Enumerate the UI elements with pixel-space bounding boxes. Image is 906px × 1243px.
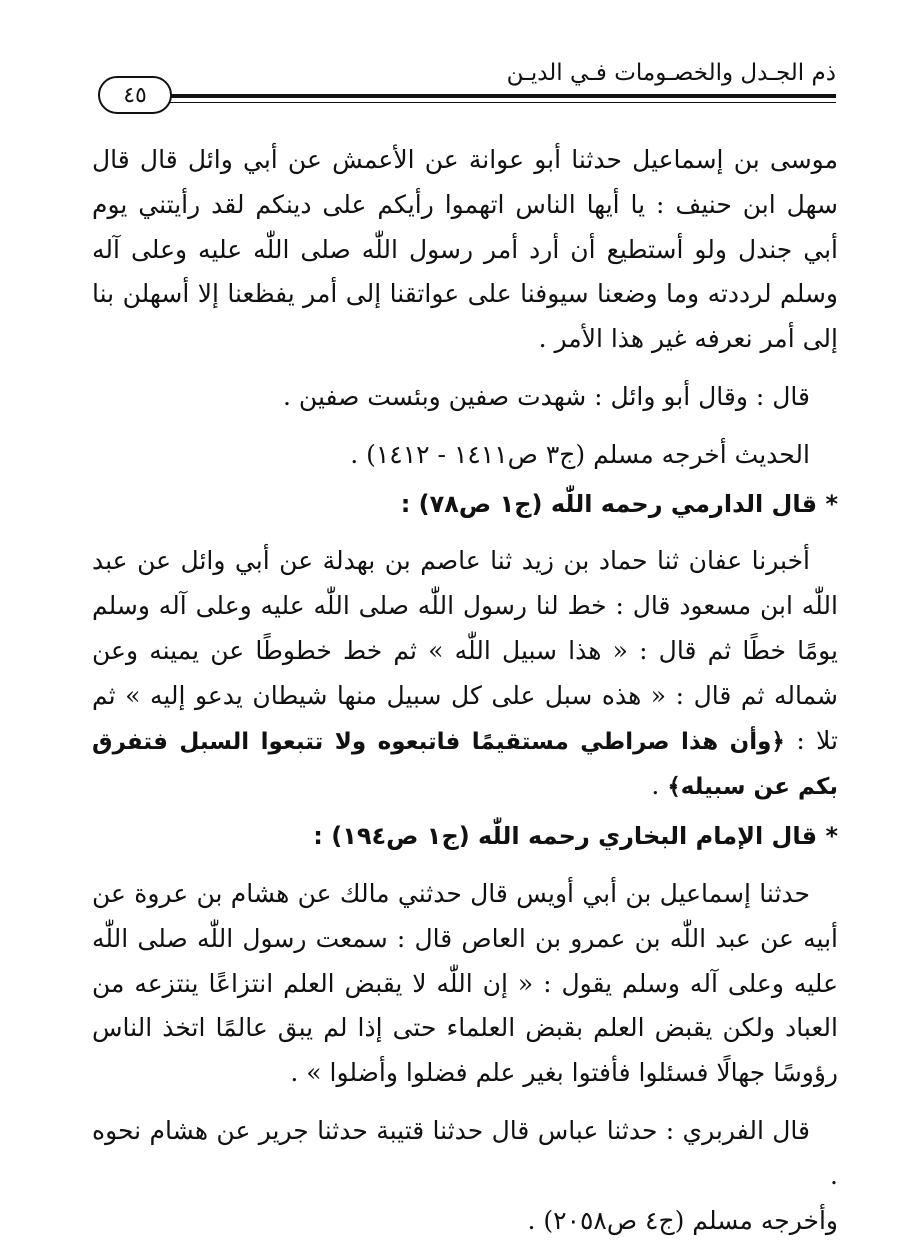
quran-verse: ﴿وأن هذا صراطي مستقيمًا فاتبعوه ولا تتبعوا السبل فتفرق بكم عن سبيله﴾ [92,728,838,801]
darimi-hadith-end: . [651,771,668,801]
paragraph-gap [92,362,838,375]
page-body [92,138,838,1243]
running-title: ذم الجـدل والخصـومات فـي الديـن [506,60,836,86]
paragraph-gap [92,859,838,872]
page-number: ٤٥ [123,82,147,108]
paragraph-bukhari-hadith: حدثنا إسماعيل بن أبي أويس قال حدثني مالك عن هشام بن عروة عن أبيه عن عبد اللّٰه بن عمرو بن العاص قال : سمعت رسول اللّٰه صلى اللّٰه عليه وعلى آله وسلم يقول : « إن اللّٰه لا يقبض العلم انتزاعًا ينتزعه من العباد ولكن يقبض العلم بقبض العلماء حتى إذا لم يبق عالمًا اتخذ الناس رؤوسًا جهالًا فسئلوا فأفتوا بغير علم فضلوا وأضلوا » . [92,878,838,1088]
paragraph-gap [92,420,838,433]
paragraph-gap [92,1096,838,1109]
paragraph-abu-wail: قال : وقال أبو وائل : شهدت صفين وبئست صفين . [283,381,810,411]
paragraph-gap [92,526,838,539]
paragraph-muslim-reference: الحديث أخرجه مسلم (ج٣ ص١٤١١ - ١٤١٢) . [350,439,810,469]
paragraph-darimi-hadith [92,539,838,810]
header-rule-thin [170,102,836,103]
page-number-badge [98,76,172,114]
section-heading-darimi: * قال الدارمي رحمه اللّٰه (ج١ ص٧٨) : [400,489,838,518]
page-header [98,58,836,118]
paragraph-muslim-reference-2: وأخرجه مسلم (ج٤ ص٢٠٥٨) . [527,1205,838,1235]
darimi-hadith-text: أخبرنا عفان ثنا حماد بن زيد ثنا عاصم بن بهدلة عن أبي وائل عن عبد اللّٰه ابن مسعود قال : خط لنا رسول اللّٰه صلى اللّٰه عليه وعلى آله وسلم يومًا خطًا ثم قال : « هذا سبيل اللّٰه » ثم خط خطوطًا عن يمينه وعن شماله ثم قال : « هذه سبل على كل سبيل منها شيطان يدعو إليه » ثم تلا : [92,546,838,755]
header-rule-thick [170,94,836,98]
paragraph-sahl-hadith: موسى بن إسماعيل حدثنا أبو عوانة عن الأعمش عن أبي وائل قال قال سهل ابن حنيف : يا أيها الناس اتهموا رأيكم على دينكم لقد رأيتني يوم أبي جندل ولو أستطيع أن أرد أمر رسول اللّٰه صلى اللّٰه عليه وعلى آله وسلم لرددته وما وضعنا سيوفنا على عواتقنا إلى أمر يفظعنا إلا أسهلن بنا إلى أمر نعرفه غير هذا الأمر . [92,145,838,354]
section-heading-bukhari: * قال الإمام البخاري رحمه اللّٰه (ج١ ص١٩٤) : [313,822,838,851]
paragraph-firabri: قال الفربري : حدثنا عباس قال حدثنا قتيبة حدثنا جرير عن هشام نحوه . [92,1115,838,1190]
